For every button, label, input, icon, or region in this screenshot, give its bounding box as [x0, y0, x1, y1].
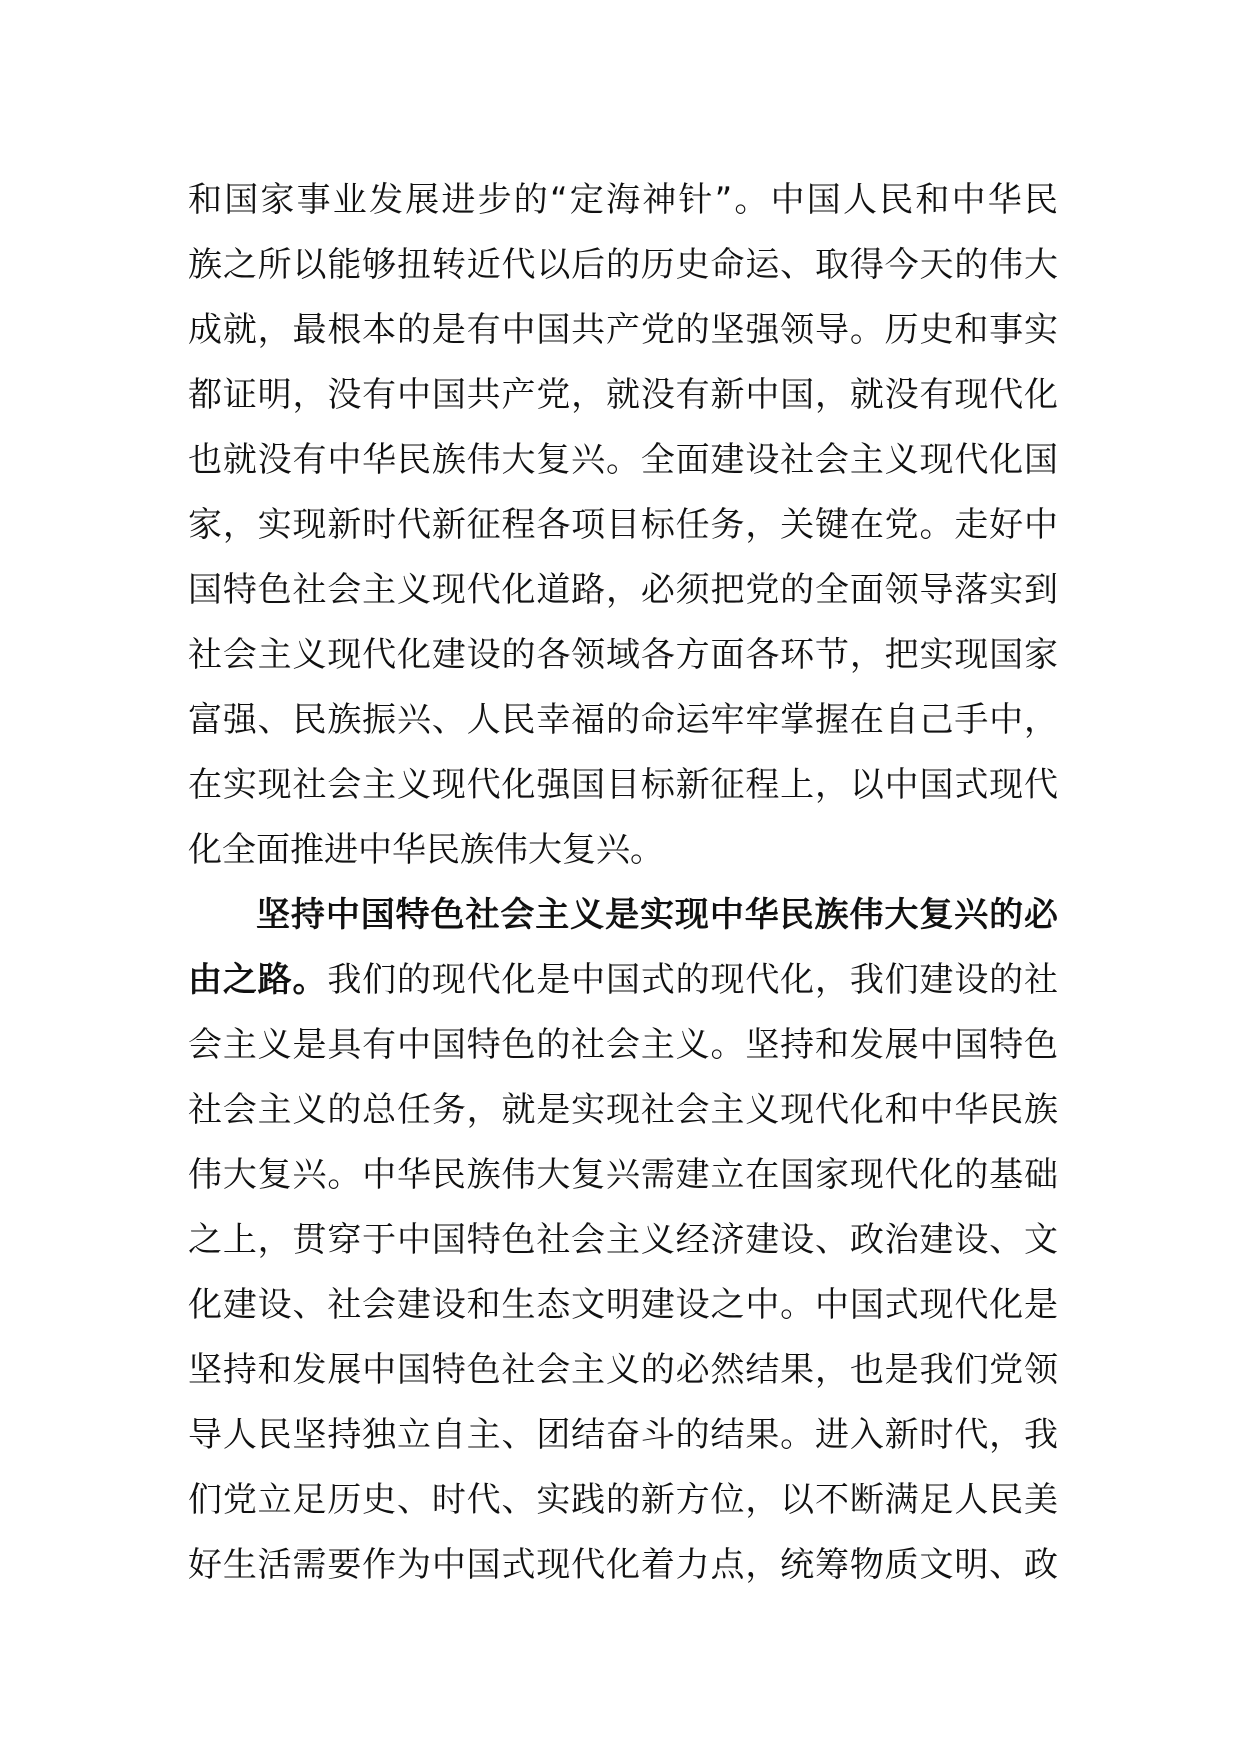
text-line: 化全面推进中华民族伟大复兴。	[188, 830, 664, 870]
text-line	[188, 948, 1058, 1013]
text-line: 都证明，没有中国共产党，就没有新中国，就没有现代化	[188, 375, 1058, 415]
text-span: 我们的现代化是中国式的现代化，我们建设的社	[327, 960, 1058, 1000]
text-line: 在实现社会主义现代化强国目标新征程上，以中国式现代	[188, 765, 1058, 805]
text-line: 也就没有中华民族伟大复兴。全面建设社会主义现代化国	[188, 440, 1058, 480]
paragraph	[188, 168, 1058, 883]
text-line: 们党立足历史、时代、实践的新方位，以不断满足人民美	[188, 1480, 1058, 1520]
paragraph	[188, 883, 1058, 1598]
bold-heading-line: 坚持中国特色社会主义是实现中华民族伟大复兴的必	[256, 895, 1058, 935]
text-line: 成就，最根本的是有中国共产党的坚强领导。历史和事实	[188, 310, 1058, 350]
text-line: 富强、民族振兴、人民幸福的命运牢牢掌握在自己手中，	[188, 700, 1058, 740]
text-line: 族之所以能够扭转近代以后的历史命运、取得今天的伟大	[188, 245, 1058, 285]
text-line: 之上，贯穿于中国特色社会主义经济建设、政治建设、文	[188, 1220, 1058, 1260]
text-line: 化建设、社会建设和生态文明建设之中。中国式现代化是	[188, 1285, 1058, 1325]
text-line: 家，实现新时代新征程各项目标任务，关键在党。走好中	[188, 505, 1058, 545]
text-line: 伟大复兴。中华民族伟大复兴需建立在国家现代化的基础	[188, 1155, 1058, 1195]
text-line: 社会主义现代化建设的各领域各方面各环节，把实现国家	[188, 635, 1058, 675]
text-line: 社会主义的总任务，就是实现社会主义现代化和中华民族	[188, 1090, 1058, 1130]
text-line: 和国家事业发展进步的“定海神针”。中国人民和中华民	[188, 180, 1058, 220]
text-line: 好生活需要作为中国式现代化着力点，统筹物质文明、政	[188, 1545, 1058, 1585]
text-line: 会主义是具有中国特色的社会主义。坚持和发展中国特色	[188, 1025, 1058, 1065]
body-text	[188, 168, 1058, 1598]
text-line: 国特色社会主义现代化道路，必须把党的全面领导落实到	[188, 570, 1058, 610]
bold-heading-end: 由之路。	[188, 960, 328, 1000]
text-line: 坚持和发展中国特色社会主义的必然结果，也是我们党领	[188, 1350, 1058, 1390]
text-line: 导人民坚持独立自主、团结奋斗的结果。进入新时代，我	[188, 1415, 1058, 1455]
